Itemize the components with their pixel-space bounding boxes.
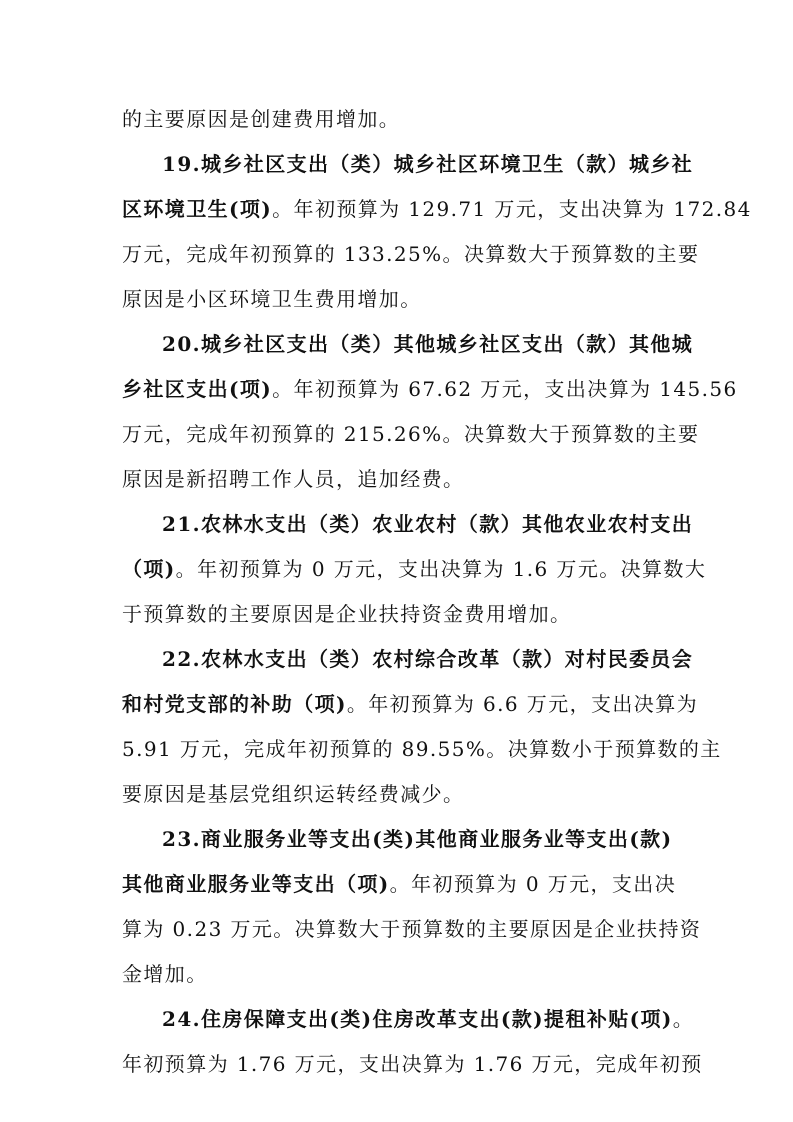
heading-line-19 [0,144,793,184]
heading-segment: 其他商业服务业等支出（项) [122,872,390,896]
text-segment: 。年初预算为 67.62 万元，支出决算为 145.56 [272,377,738,401]
text-line-19 [0,909,793,949]
text-line-18 [0,864,793,904]
heading-segment: 20.城乡社区支出（类）其他城乡社区支出（款）其他城 [162,332,694,356]
heading-segment: （项) [122,557,176,581]
text-line-15 [0,729,793,769]
heading-segment: 21.农林水支出（类）农业农村（款）其他农业农村支出 [162,512,694,536]
heading-line-21 [0,504,793,544]
heading-segment: 和村党支部的补助（项) [122,692,347,716]
heading-segment: 19.城乡社区支出（类）城乡社区环境卫生（款）城乡社 [162,152,694,176]
heading-segment: 23.商业服务业等支出(类)其他商业服务业等支出(款) [162,827,673,851]
text-line-11 [0,549,793,589]
text-segment: 万元，完成年初预算的 215.26%。决算数大于预算数的主要 [122,422,700,446]
heading-segment: 22.农林水支出（类）农村综合改革（款）对村民委员会 [162,647,694,671]
text-segment: 的主要原因是创建费用增加。 [122,107,401,131]
text-segment: 原因是新招聘工作人员，追加经费。 [122,467,465,491]
text-segment: 。年初预算为 129.71 万元，支出决算为 172.84 [272,197,752,221]
text-segment: 金增加。 [122,962,208,986]
text-line-9 [0,459,793,499]
text-segment: 。年初预算为 0 万元，支出决 [389,872,677,896]
text-segment: 要原因是基层党组织运转经费减少。 [122,782,465,806]
text-line-5 [0,279,793,319]
text-segment: 年初预算为 1.76 万元，支出决算为 1.76 万元，完成年初预 [122,1052,703,1076]
text-segment: 原因是小区环境卫生费用增加。 [122,287,422,311]
heading-line-23 [0,819,793,859]
text-segment: 。年初预算为 0 万元，支出决算为 1.6 万元。决算数大 [175,557,707,581]
text-line-22 [0,1044,793,1084]
heading-line-24 [0,999,793,1039]
text-segment: 。 [672,1007,695,1031]
text-line-16 [0,774,793,814]
text-line-8 [0,414,793,454]
text-line-4 [0,234,793,274]
text-line-12 [0,594,793,634]
text-segment: 于预算数的主要原因是企业扶持资金费用增加。 [122,602,572,626]
text-line-7 [0,369,793,409]
text-line-1 [0,99,793,139]
text-segment: 万元，完成年初预算的 133.25%。决算数大于预算数的主要 [122,242,700,266]
text-segment: 5.91 万元，完成年初预算的 89.55%。决算数小于预算数的主 [122,737,722,761]
heading-segment: 24.住房保障支出(类)住房改革支出(款)提租补贴(项) [162,1007,673,1031]
text-line-3 [0,189,793,229]
heading-line-22 [0,639,793,679]
heading-segment: 乡社区支出(项) [122,377,273,401]
text-line-20 [0,954,793,994]
text-segment: 。年初预算为 6.6 万元，支出决算为 [346,692,698,716]
text-segment: 算为 0.23 万元。决算数大于预算数的主要原因是企业扶持资 [122,917,702,941]
heading-line-20 [0,324,793,364]
text-line-14 [0,684,793,724]
heading-segment: 区环境卫生(项) [122,197,273,221]
